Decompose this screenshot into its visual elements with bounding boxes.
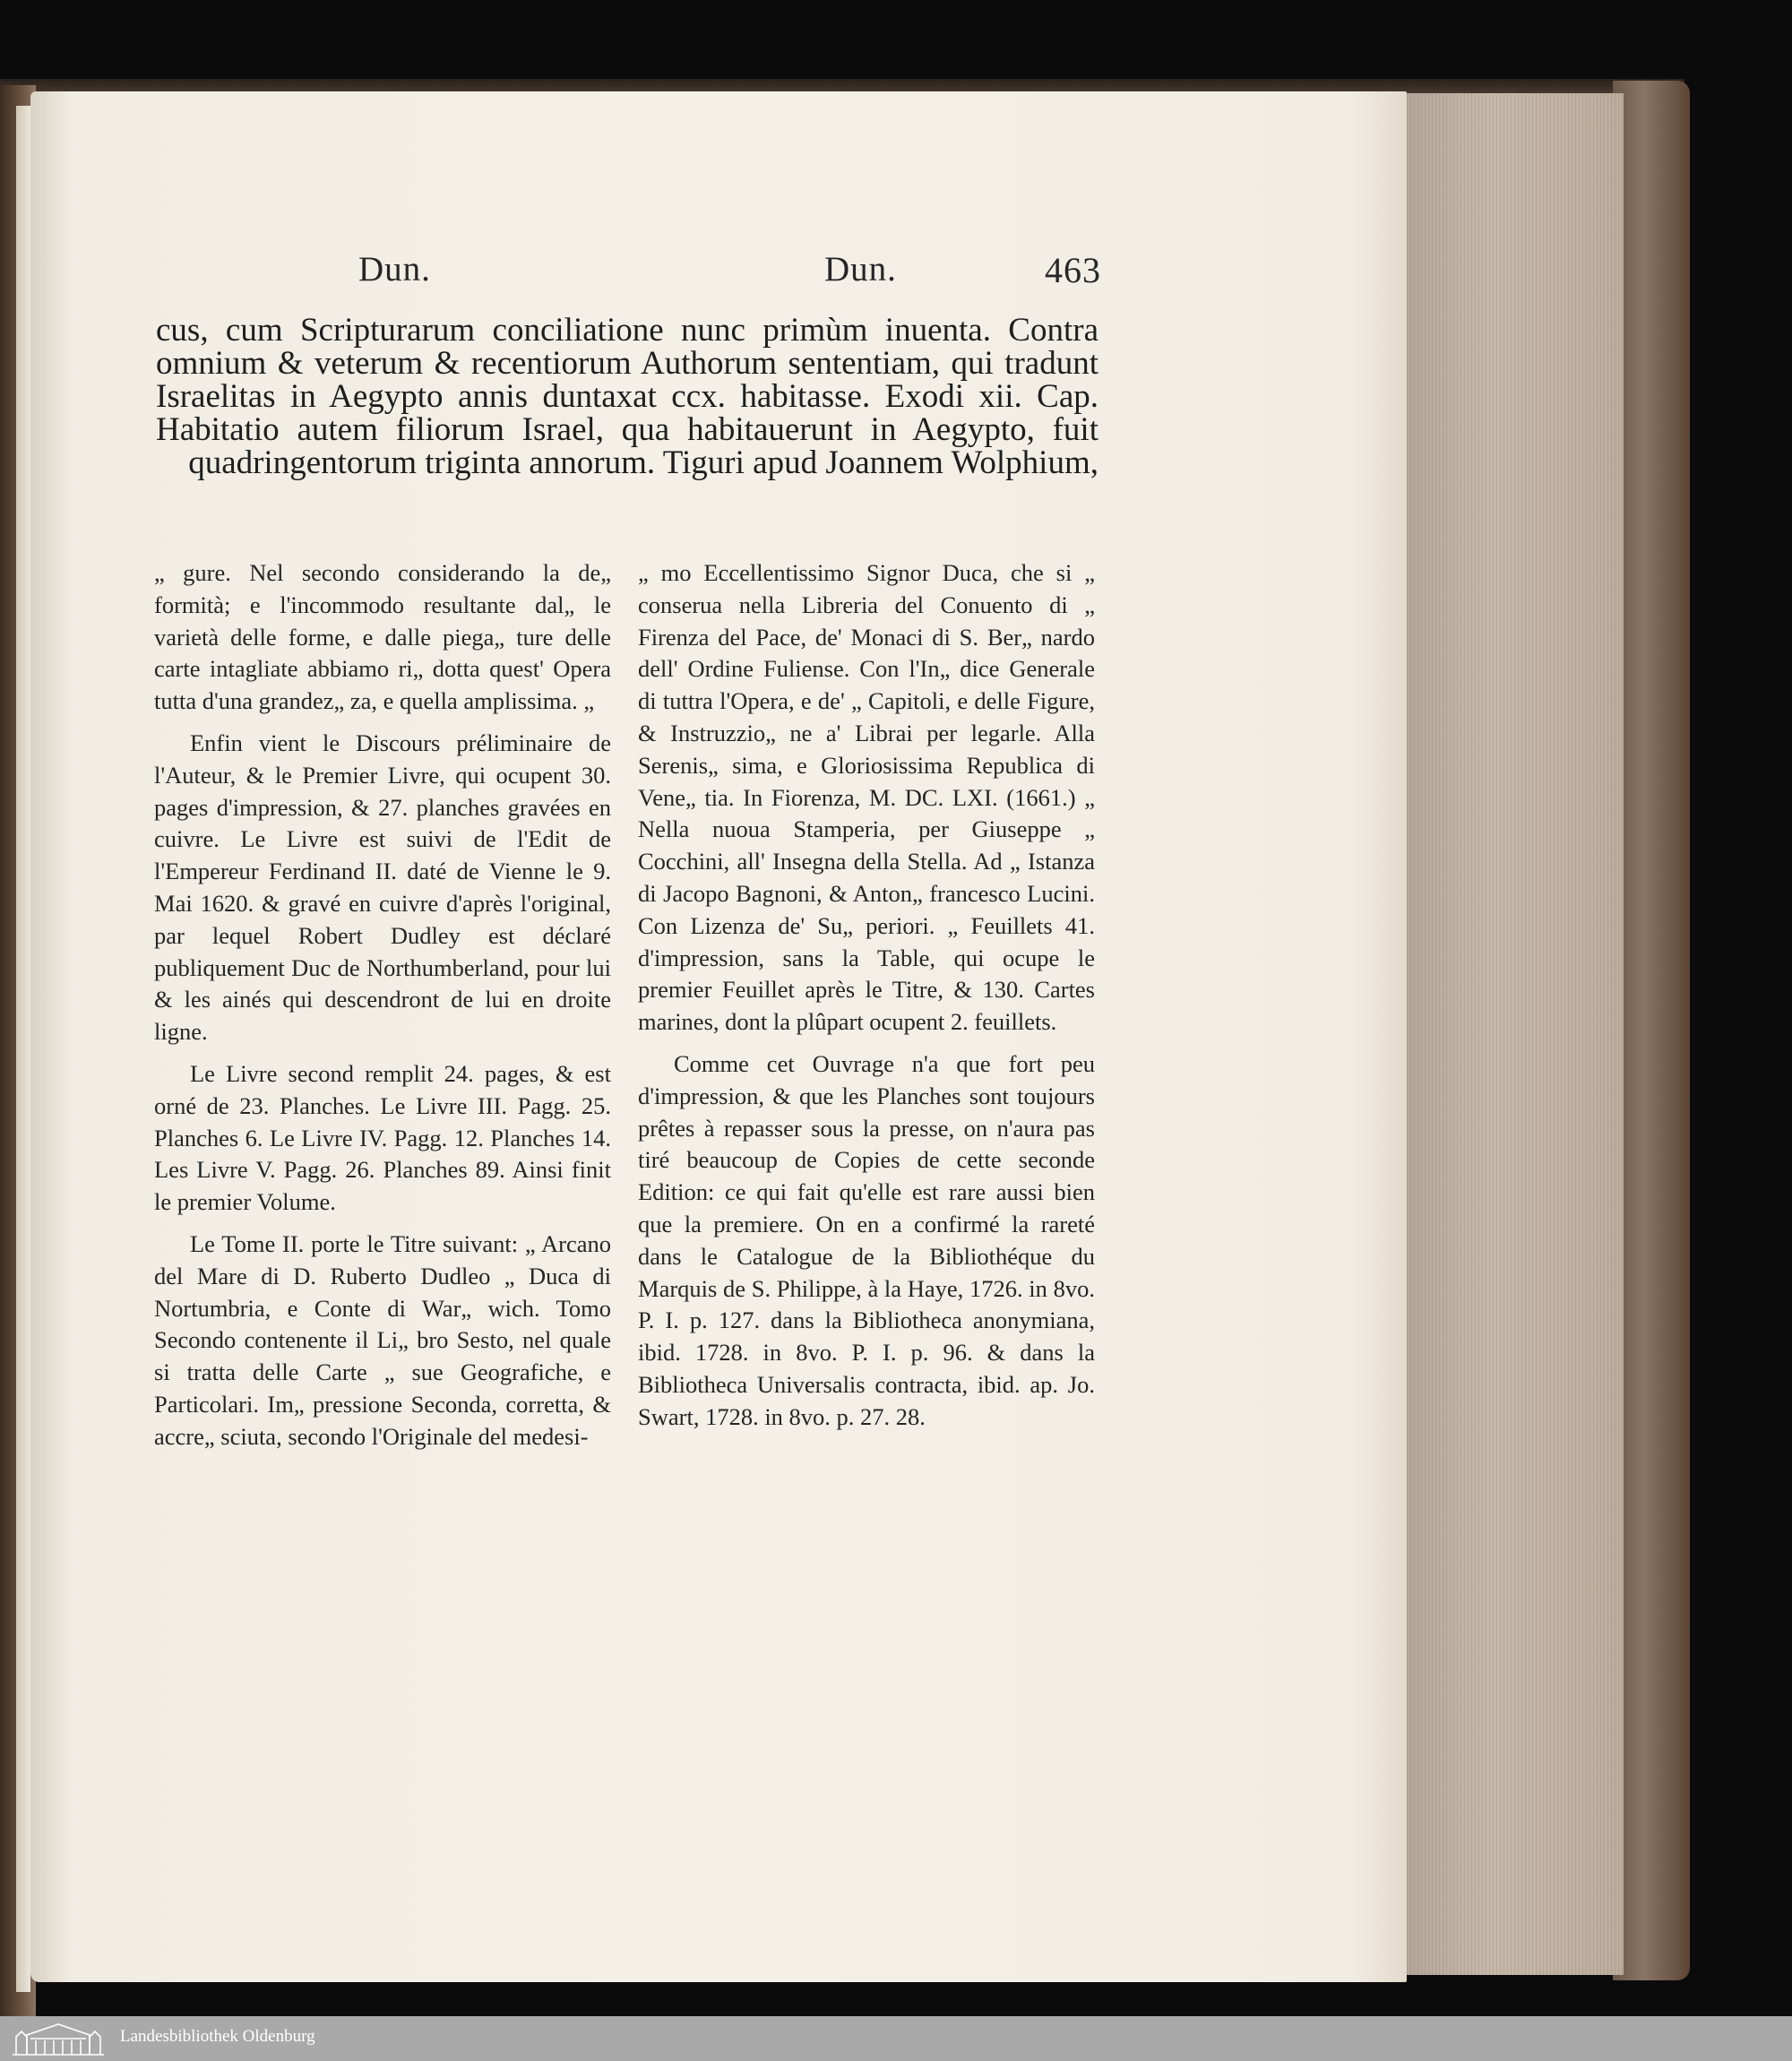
left-column — [154, 557, 611, 1463]
paragraph: Le Tome II. porte le Titre suivant: „ Arcano del Mare di D. Ruberto Dudleo „ Duca di Nortumbria, e Conte di War„ wich. Tomo Secondo contenente il Li„ bro Sesto, nel quale si tratta delle Carte „ sue Geografiche, e Particolari. Im„ pressione Seconda, corretta, & accre„ sciuta, secondo l'Originale del medesi- — [154, 1229, 611, 1450]
paragraph: Enfin vient le Discours préliminaire de l'Auteur, & le Premier Livre, qui ocupent 30. pages d'impression, & 27. planches gravées en cuivre. Le Livre est suivi de l'Edit de l'Empereur Ferdinand II. daté de Vienne le 9. Mai 1620. & gravé en cuivre d'après l'original, par lequel Robert Dudley est déclaré publiquement Duc de Northumberland, pour lui & les ainés qui descendront de lui en droite ligne. — [154, 729, 611, 1046]
footer-library-name: Landesbibliothek Oldenburg — [120, 2027, 315, 2046]
page-block-edges — [1403, 93, 1624, 1975]
binding-right-cover — [1613, 81, 1690, 1980]
paragraph: „ mo Eccellentissimo Signor Duca, che si „ conserua nella Libreria del Conuento di „ Firenza del Pace, de' Monaci di S. Ber„ nardo dell' Ordine Fuliense. Con l'In„ dice Generale di tuttra l'Opera, e de' „ Capitoli, e delle Figure, & Instruzzio„ ne a' Librai per legarle. Alla Serenis„ sima, e Gloriosissima Republica di Vene„ tia. In Fiorenza, M. DC. LXI. (1661.) „ Nella nuoua Stamperia, per Giuseppe „ Cocchini, all' Insegna della Stella. Ad „ Istanza di Jacopo Bagnoni, & Anton„ francesco Lucini. Con Lizenza de' Su„ periori. „ Feuillets 41. d'impression, sans la Table, qui ocupe le premier Feuillet après le Titre, & 130. Cartes marines, dont la plûpart ocupent 2. feuillets. — [638, 559, 1095, 1036]
left-page-edge — [16, 106, 30, 1992]
continuation-paragraph: cus, cum Scripturarum conciliatione nunc primùm inuenta. Contra omnium & veterum & recentiorum Authorum sententiam, qui tradunt Israelitas in Aegypto annis duntaxat ccx. habitasse. Exodi xii. Cap. Habitatio autem filiorum Israel, qua habitauerunt in Aegypto, fuit quadringentorum triginta annorum. Tiguri apud Joannem Wolphium, — [156, 312, 1098, 481]
paragraph: „ gure. Nel secondo considerando la de„ formità; e l'incommodo resultante dal„ le varietà delle forme, e dalle piega„ ture delle carte intagliate abbiamo ri„ dotta quest' Opera tutta d'una grandez„ za, e quella amplissima. „ — [154, 559, 611, 715]
running-head-center: Dun. — [824, 250, 897, 289]
paragraph: Le Livre second remplit 24. pages, & est orné de 23. Planches. Le Livre III. Pagg. 25. Planches 6. Le Livre IV. Pagg. 12. Planches 14. Les Livre V. Pagg. 26. Planches 89. Ainsi finit le premier Volume. — [154, 1059, 611, 1216]
page-number: 463 — [1045, 250, 1101, 290]
running-head-left: Dun. — [358, 250, 431, 289]
paragraph: Comme cet Ouvrage n'a que fort peu d'impression, & que les Planches sont toujours prêtes à repasser sous la presse, on n'aura pas tiré beaucoup de Copies de cette seconde Edition: ce qui fait qu'elle est rare aussi bien que la premiere. On en a confirmé la rareté dans le Catalogue de la Bibliothéque du Marquis de S. Philippe, à la Haye, 1726. in 8vo. P. I. p. 127. dans la Bibliotheca anonymiana, ibid. 1728. in 8vo. P. I. p. 96. & dans la Bibliotheca Universalis contracta, ibid. ap. Jo. Swart, 1728. in 8vo. p. 27. 28. — [638, 1049, 1095, 1430]
library-building-logo — [9, 2019, 108, 2058]
footer-bar — [0, 2016, 1792, 2061]
right-column — [638, 557, 1095, 1444]
